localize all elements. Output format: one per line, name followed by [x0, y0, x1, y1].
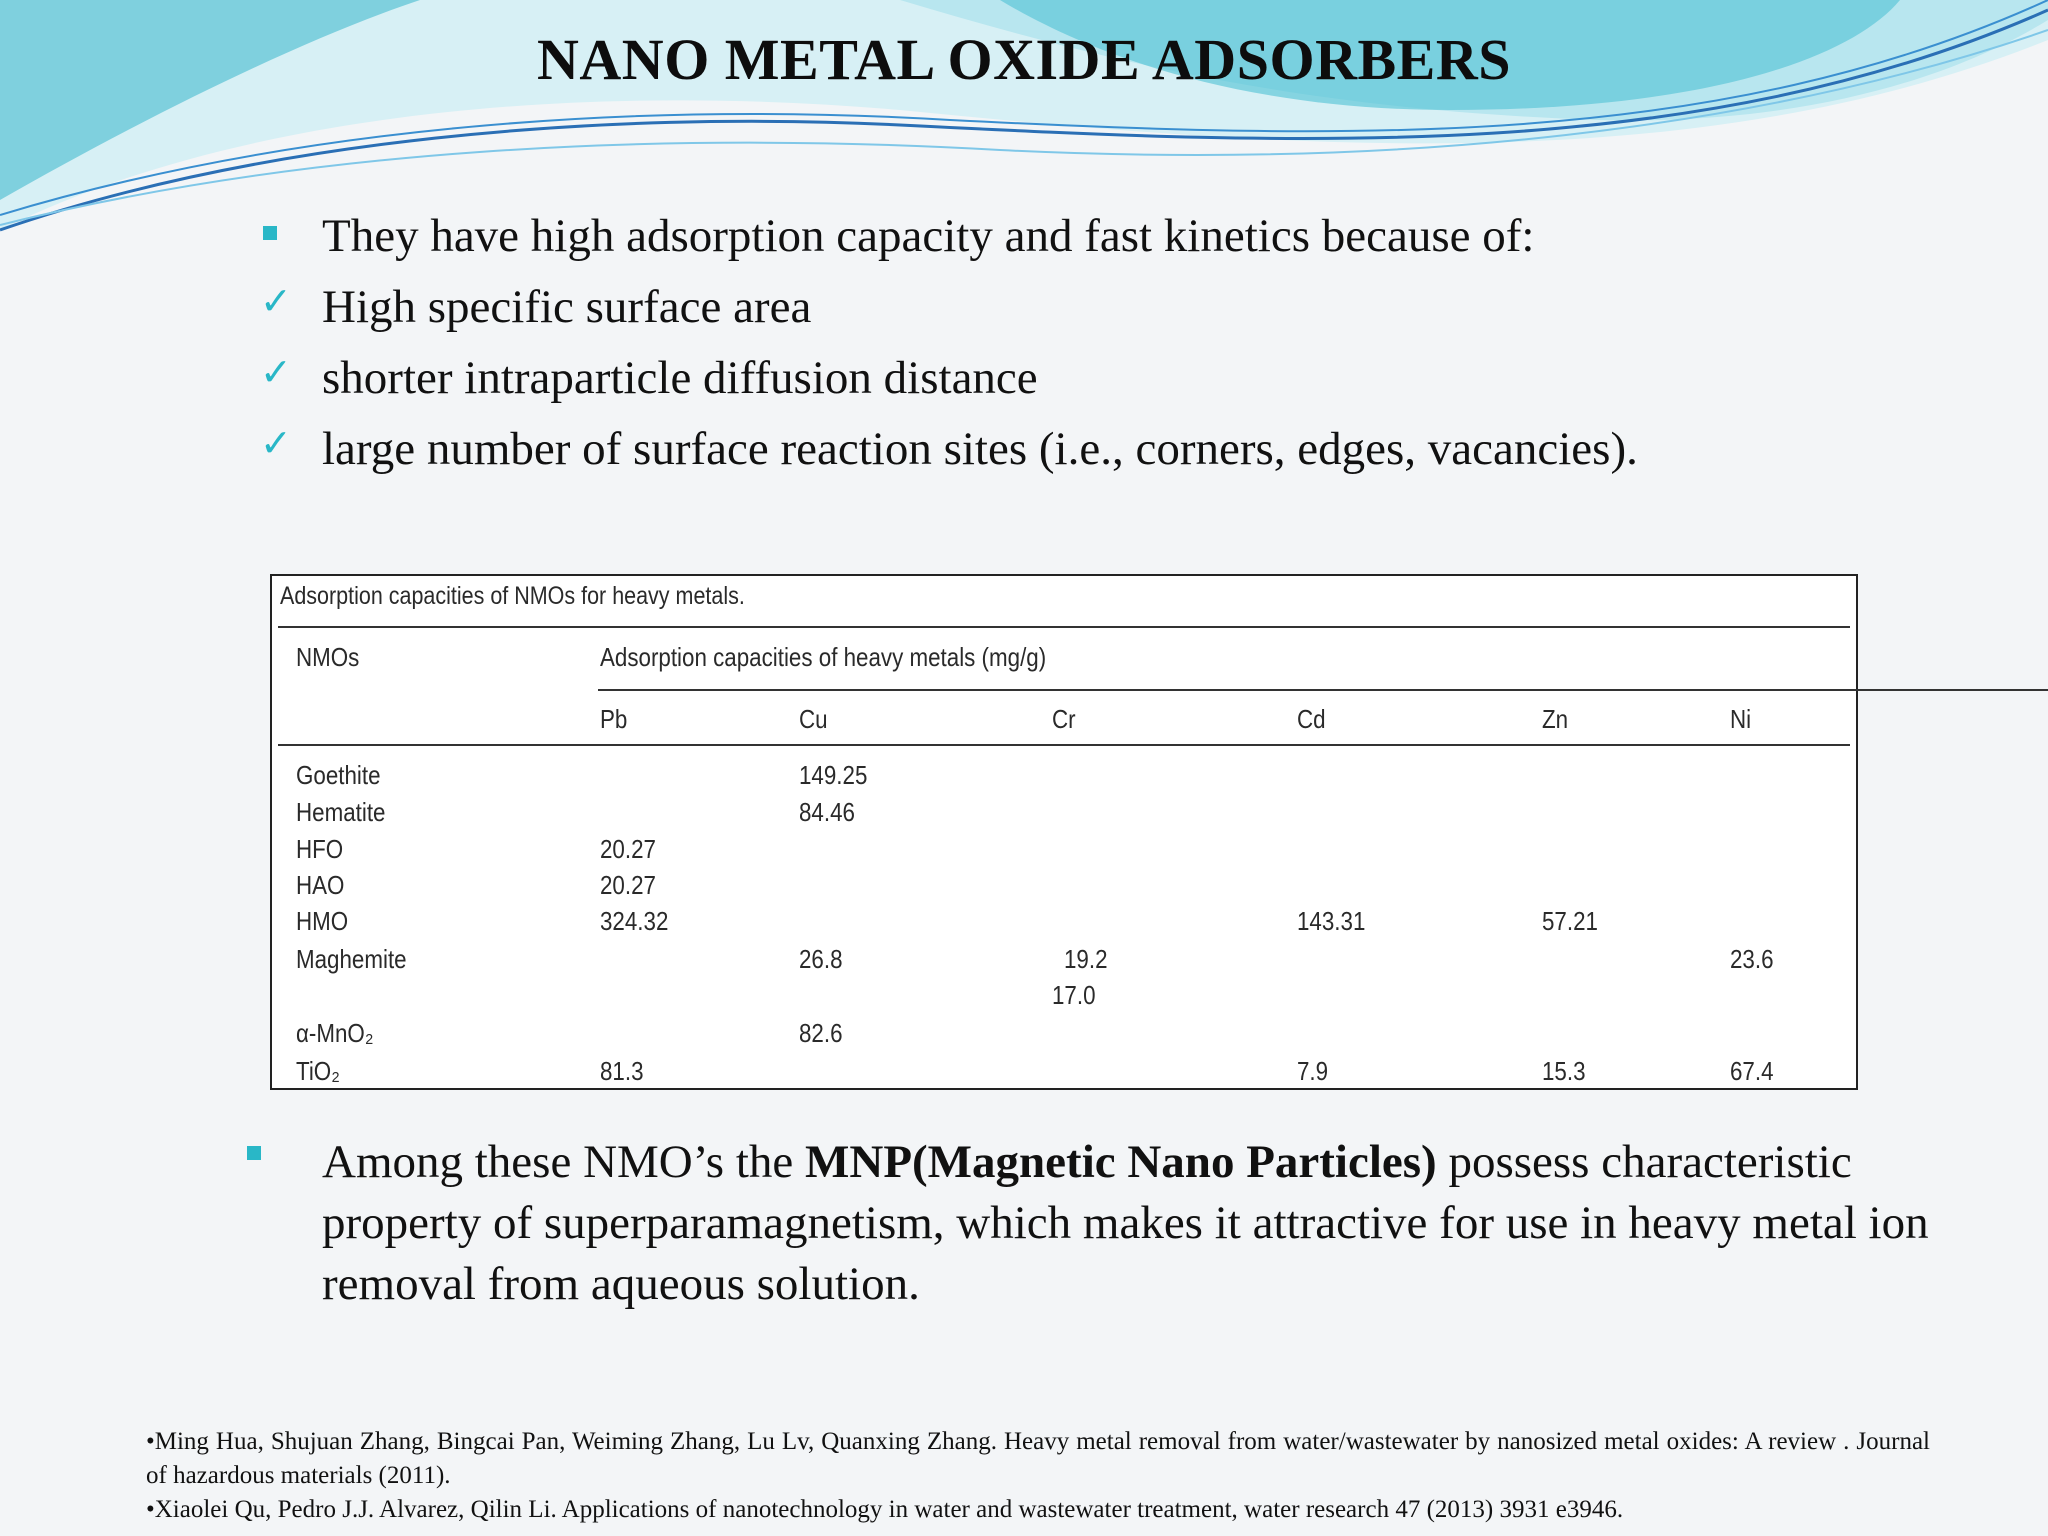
bullet-check-2 [260, 348, 1920, 419]
bullet-check-1 [260, 277, 1920, 348]
row-label: HAO [296, 870, 345, 900]
table-header-rule [278, 744, 1850, 746]
mnp-lead-text: Among these NMO’s the [322, 1136, 806, 1188]
table-cell: 7.9 [1297, 1056, 1329, 1086]
square-bullet-icon [263, 226, 277, 240]
table-cell: 81.3 [600, 1056, 644, 1086]
table-cell: 23.6 [1730, 944, 1774, 974]
checkmark-icon: ✓ [260, 350, 292, 394]
table-cell: 15.3 [1542, 1056, 1586, 1086]
table-group-rule [598, 689, 2048, 691]
table-cell: 67.4 [1730, 1056, 1774, 1086]
mnp-rest-text: possess characteristic property of superparamagnetism, which makes it attractive for use in heavy metal ion removal from aqueous solution. [322, 1136, 1929, 1310]
table-caption: Adsorption capacities of NMOs for heavy metals. [280, 582, 745, 610]
table-cell: 82.6 [799, 1018, 843, 1048]
bullet-check-text: High specific surface area [322, 281, 812, 333]
col-header-nmos: NMOs [296, 642, 360, 672]
row-label: Goethite [296, 760, 381, 790]
bullet-list [260, 206, 1920, 490]
bullet-check-text: shorter intraparticle diffusion distance [322, 352, 1038, 404]
row-label: α-MnO₂ [296, 1018, 374, 1048]
row-label: HMO [296, 906, 349, 936]
checkmark-icon: ✓ [260, 279, 292, 323]
mnp-bold-text: MNP(Magnetic Nano Particles) [805, 1136, 1437, 1188]
row-label: Maghemite [296, 944, 407, 974]
table-cell: 17.0 [1052, 980, 1096, 1010]
row-label: HFO [296, 834, 344, 864]
col-header-metal: Cr [1052, 704, 1076, 734]
table-cell: 20.27 [600, 834, 656, 864]
row-label: TiO₂ [296, 1056, 340, 1086]
table-cell: 19.2 [1064, 944, 1108, 974]
adsorption-table [270, 574, 1858, 1090]
bullet-check-text: large number of surface reaction sites (i.e., corners, edges, vacancies). [322, 423, 1638, 475]
table-cell: 149.25 [799, 760, 868, 790]
references [146, 1425, 1930, 1527]
row-label: Hematite [296, 797, 386, 827]
bullet-intro [260, 206, 1920, 277]
square-bullet-icon [247, 1146, 261, 1160]
table-top-rule [278, 626, 1850, 628]
table-cell: 143.31 [1297, 906, 1366, 936]
col-header-metal: Pb [600, 704, 628, 734]
slide-title: NANO METAL OXIDE ADSORBERS [537, 27, 1511, 92]
table-cell: 84.46 [799, 797, 855, 827]
col-header-metal: Ni [1730, 704, 1752, 734]
col-header-metal: Cd [1297, 704, 1326, 734]
bullet-check-3 [260, 419, 1920, 490]
reference-item: •Xiaolei Qu, Pedro J.J. Alvarez, Qilin Li. Applications of nanotechnology in water and wastewater treatment, water research 47 (2013) 3931 e3946. [146, 1496, 1624, 1523]
mnp-paragraph [260, 1132, 1960, 1315]
col-header-group: Adsorption capacities of heavy metals (mg/g) [600, 642, 1047, 672]
table-cell: 57.21 [1542, 906, 1598, 936]
col-header-metal: Zn [1542, 704, 1569, 734]
table-cell: 20.27 [600, 870, 656, 900]
col-header-metal: Cu [799, 704, 828, 734]
bullet-intro-text: They have high adsorption capacity and fast kinetics because of: [322, 210, 1535, 262]
checkmark-icon: ✓ [260, 421, 292, 465]
table-cell: 324.32 [600, 906, 669, 936]
reference-item: •Ming Hua, Shujuan Zhang, Bingcai Pan, Weiming Zhang, Lu Lv, Quanxing Zhang. Heavy metal removal from water/wastewater by nanosized metal oxides: A review . Journal of hazardous materials (2011). [146, 1428, 1930, 1489]
table-cell: 26.8 [799, 944, 843, 974]
